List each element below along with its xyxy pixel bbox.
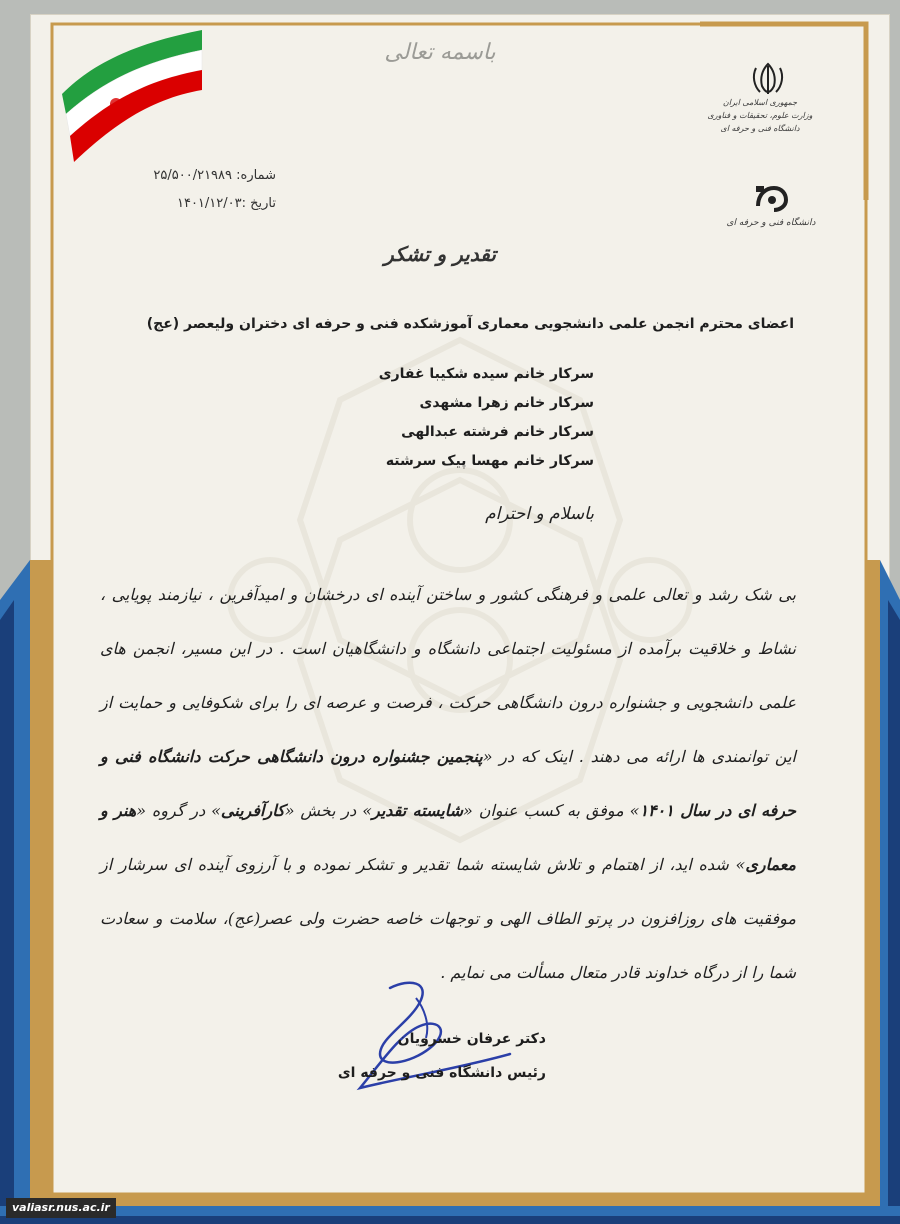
- signatory-block: [300, 1022, 546, 1090]
- bismillah-calligraphy: باسمه تعالی: [384, 40, 496, 65]
- recipient-name: سرکار خانم زهرا مشهدی: [419, 395, 594, 411]
- university-name: دانشگاه فنی و حرفه ای: [726, 218, 816, 228]
- letter-title: تقدیر و تشکر: [384, 242, 496, 266]
- award-group: هنر و معماری: [100, 801, 796, 874]
- body-segment: » شده اید، از اهتمام و تلاش شایسته شما تقدیر و تشکر نموده و با آرزوی آینده ای سرشار از موفقیت های روزافزون در پرتو الطاف الهی و توجهات خاصه حضرت ولی عصر(عج)، سلامت و سعادت شما را از درگاه خداوند قادر متعال مسألت می نمایم .: [100, 855, 797, 982]
- recipient-name: سرکار خانم سیده شکیبا غفاری: [378, 366, 594, 382]
- signatory-name: دکتر عرفان خسرویان: [397, 1031, 546, 1047]
- letter-date: تاریخ :۱۴۰۱/۱۲/۰۳: [176, 196, 276, 211]
- site-watermark: valiasr.nus.ac.ir: [6, 1198, 116, 1218]
- tvu-logo-icon: [752, 182, 792, 214]
- recipient-organization: اعضای محترم انجمن علمی دانشجویی معماری آموزشکده فنی و حرفه ای دختران ولیعصر (عج): [146, 316, 794, 332]
- ministry-line: وزارت علوم، تحقیقات و فناوری: [707, 111, 813, 120]
- recipient-block: [130, 316, 794, 476]
- body-segment: » در گروه «: [136, 801, 221, 820]
- greeting: باسلام و احترام: [485, 504, 594, 524]
- iran-flag-ribbon-icon: [52, 24, 212, 174]
- ministry-header: [700, 96, 820, 135]
- ministry-line: دانشگاه فنی و حرفه ای: [720, 124, 800, 133]
- recipient-name: سرکار خانم فرشته عبدالهی: [401, 424, 594, 440]
- award-section: کارآفرینی: [220, 801, 285, 820]
- ministry-line: جمهوری اسلامی ایران: [722, 98, 798, 107]
- body-segment: » در بخش «: [284, 801, 373, 820]
- festival-name: پنجمین جشنواره درون دانشگاهی حرکت دانشگاه فنی و حرفه ای در سال ۱۴۰۱: [100, 747, 797, 820]
- letter-number: شماره: ۲۵/۵۰۰/۲۱۹۸۹: [153, 168, 276, 183]
- letter-meta: [130, 162, 276, 218]
- body-segment: » موفق به کسب عنوان «: [463, 801, 640, 820]
- recipient-name: سرکار خانم مهسا پیک سرشته: [385, 453, 594, 469]
- letter-body: [100, 568, 796, 1000]
- body-segment: بی شک رشد و تعالی علمی و فرهنگی کشور و ساختن آینده ای درخشان و امیدآفرین ، نیازمند پویایی ، نشاط و خلاقیت برآمده از مسئولیت اجتماعی دانشگاه و دانشگاهیان است . در این مسیر، انجمن های علمی دانشجویی و جشنواره درون دانشگاهی حرکت ، فرصت و عرصه ای را برای شکوفایی و حمایت از این توانمندی ها ارائه می دهند . اینک که در «: [100, 585, 796, 766]
- signatory-role: رئیس دانشگاه فنی و حرفه ای: [337, 1065, 546, 1081]
- iran-emblem-icon: [748, 60, 788, 96]
- award-title: شایسته تقدیر: [372, 801, 464, 820]
